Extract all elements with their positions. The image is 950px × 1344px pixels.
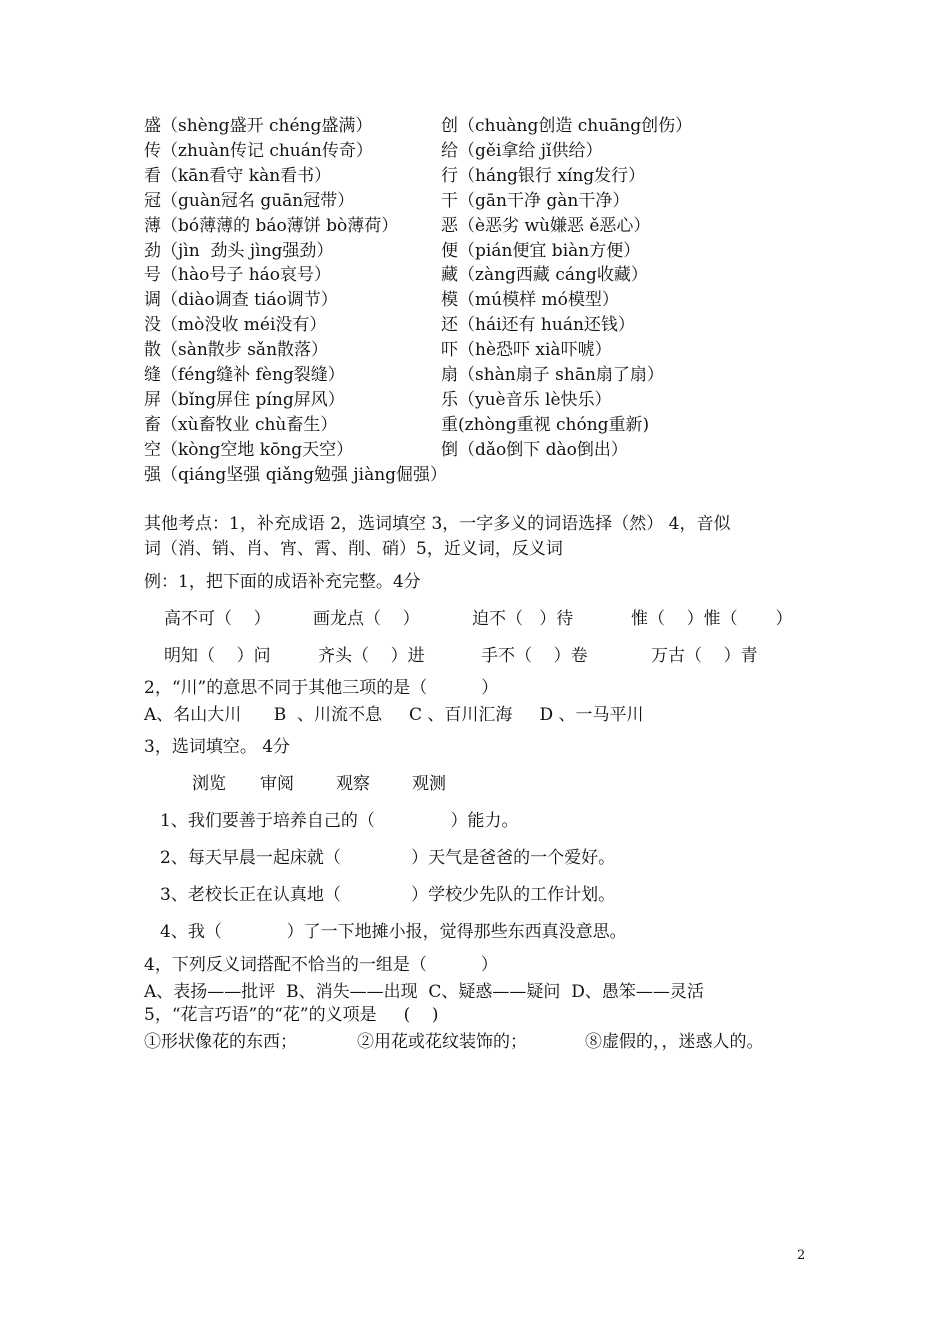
question-3-heading: 3，选词填空。 4分 [144, 737, 291, 757]
idiom-blank: 惟（ ）惟（ ） [631, 609, 793, 629]
polyphone-entry: 便（pián便宜 biàn方便） [441, 241, 641, 261]
page-number: 2 [797, 1248, 806, 1263]
polyphone-entry: 模（mú模样 mó模型） [441, 290, 619, 310]
example-heading: 例：1，把下面的成语补充完整。4分 [144, 572, 421, 592]
polyphone-entry: 创（chuàng创造 chuāng创伤） [441, 116, 693, 136]
idiom-blank: 高不可（ ） [164, 609, 271, 629]
polyphone-entry: 倒（dǎo倒下 dào倒出） [441, 440, 628, 460]
polyphone-entry: 还（hái还有 huán还钱） [441, 315, 635, 335]
polyphone-entry: 散（sàn散步 sǎn散落） [144, 340, 329, 360]
polyphone-entry: 冠（guàn冠名 guān冠带） [144, 191, 355, 211]
word-choice: 观测 [412, 774, 446, 794]
fill-blank-item: 3、老校长正在认真地（ ）学校少先队的工作计划。 [160, 885, 616, 905]
meaning-option: ⑧虚假的，，迷惑人的。 [585, 1032, 764, 1052]
polyphone-entry: 盛（shèng盛开 chéng盛满） [144, 116, 373, 136]
polyphone-entry: 缝（féng缝补 fèng裂缝） [144, 365, 345, 385]
idiom-blank: 齐头（ ）进 [318, 646, 425, 666]
polyphone-entry: 给（gěi拿给 jǐ供给） [441, 141, 603, 161]
polyphone-entry: 扇（shàn扇子 shān扇了扇） [441, 365, 664, 385]
polyphone-entry: 干（gān干净 gàn干净） [441, 191, 630, 211]
polyphone-last: 强（qiáng坚强 qiǎng勉强 jiàng倔强） [144, 465, 448, 485]
idiom-blank: 画龙点（ ） [313, 609, 420, 629]
polyphone-entry: 看（kān看守 kàn看书） [144, 166, 332, 186]
word-choice: 审阅 [260, 774, 294, 794]
word-choice: 浏览 [192, 774, 226, 794]
idiom-blank: 迫不（ ）待 [472, 609, 574, 629]
fill-blank-item: 1、我们要善于培养自己的（ ）能力。 [160, 811, 519, 831]
polyphone-entry: 行（háng银行 xíng发行） [441, 166, 646, 186]
polyphone-entry: 薄（bó薄薄的 báo薄饼 bò薄荷） [144, 216, 399, 236]
question-2-options: A、名山大川 B 、川流不息 C 、百川汇海 D 、一马平川 [144, 705, 644, 725]
polyphone-entry: 调（diào调查 tiáo调节） [144, 290, 338, 310]
question-4: 4，下列反义词搭配不恰当的一组是（ ） [144, 955, 498, 975]
polyphone-entry: 空（kòng空地 kōng天空） [144, 440, 354, 460]
fill-blank-item: 4、我（ ）了一下地摊小报，觉得那些东西真没意思。 [160, 922, 627, 942]
meaning-option: ①形状像花的东西； [144, 1032, 297, 1052]
meaning-option: ②用花或花纹装饰的； [357, 1032, 527, 1052]
other-points-line1: 其他考点：1，补充成语 2，选词填空 3，一字多义的词语选择（然） 4，音似 [144, 514, 731, 534]
polyphone-entry: 恶（è恶劣 wù嫌恶 ě恶心） [441, 216, 651, 236]
polyphone-entry: 号（hào号子 háo哀号） [144, 265, 332, 285]
polyphone-entry: 传（zhuàn传记 chuán传奇） [144, 141, 373, 161]
question-2: 2，“川”的意思不同于其他三项的是（ ） [144, 678, 499, 698]
polyphone-entry: 重(zhòng重视 chóng重新) [441, 415, 650, 435]
question-4-options: A、表扬——批评 B、消失——出现 C、疑惑——疑问 D、愚笨——灵活 [144, 982, 704, 1002]
polyphone-entry: 乐（yuè音乐 lè快乐） [441, 390, 612, 410]
idiom-blank: 万古（ ）青 [651, 646, 758, 666]
fill-blank-item: 2、每天早晨一起床就（ ）天气是爸爸的一个爱好。 [160, 848, 616, 868]
polyphone-entry: 劲（jìn 劲头 jìng强劲） [144, 241, 334, 261]
question-5: 5，“花言巧语”的“花”的义项是 ( ) [144, 1005, 439, 1025]
polyphone-entry: 吓（hè恐吓 xià吓唬） [441, 340, 612, 360]
polyphone-entry: 没（mò没收 méi没有） [144, 315, 327, 335]
polyphone-entry: 藏（zàng西藏 cáng收藏） [441, 265, 648, 285]
polyphone-entry: 畜（xù畜牧业 chù畜生） [144, 415, 338, 435]
idiom-blank: 明知（ ）问 [164, 646, 271, 666]
polyphone-entry: 屏（bǐng屏住 píng屏风） [144, 390, 345, 410]
other-points-line2: 词（消、销、肖、宵、霄、削、硝）5，近义词，反义词 [144, 539, 563, 559]
idiom-blank: 手不（ ）卷 [481, 646, 588, 666]
word-choice: 观察 [336, 774, 370, 794]
